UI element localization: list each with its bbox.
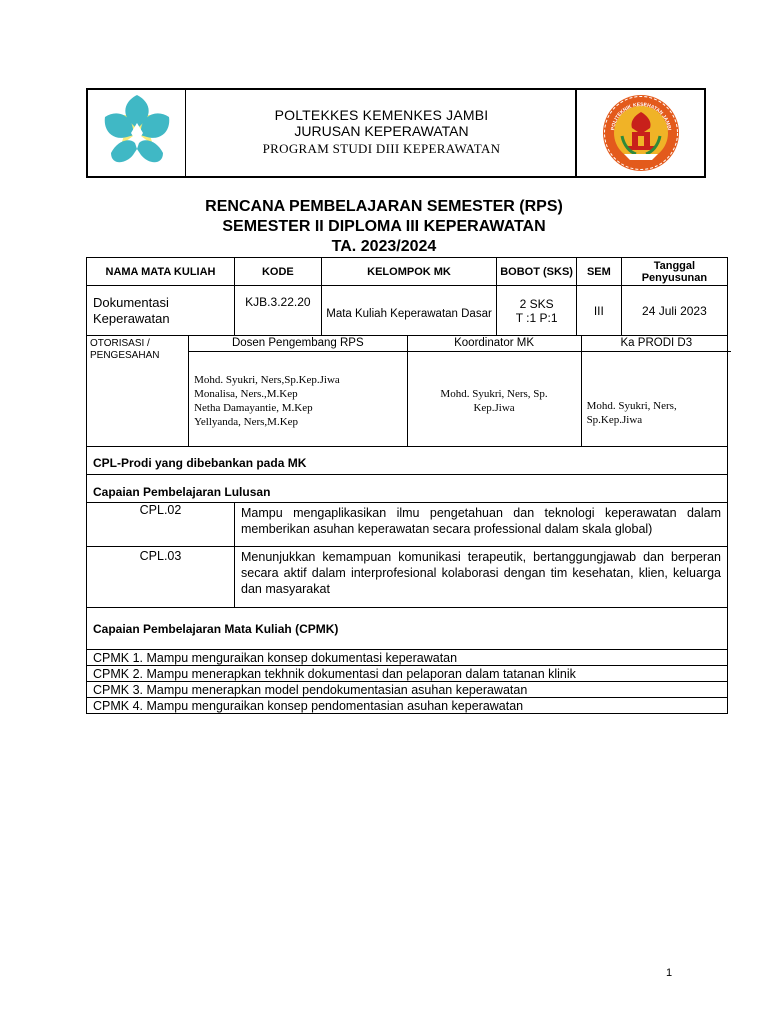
otorisasi-row <box>87 336 728 447</box>
program-name: PROGRAM STUDI DIII KEPERAWATAN <box>262 141 501 156</box>
dosen-name: Netha Damayantie, M.Kep <box>194 401 313 414</box>
dosen-name: Monalisa, Ners.,M.Kep <box>194 387 298 400</box>
koordinator-header: Koordinator MK <box>407 336 581 351</box>
kaprodi-name <box>581 351 731 446</box>
cpl-prodi-row <box>87 447 728 475</box>
header-nama: NAMA MATA KULIAH <box>87 258 235 286</box>
cpmk-item: CPMK 2. Mampu menerapkan tekhnik dokumentasi dan pelaporan dalam tatanan klinik <box>87 666 728 682</box>
cpmk-row <box>87 698 728 714</box>
cpl-code: CPL.02 <box>87 503 235 547</box>
course-weight <box>497 286 577 336</box>
cpmk-item: CPMK 4. Mampu menguraikan konsep pendomentasian asuhan keperawatan <box>87 698 728 714</box>
document-title: RENCANA PEMBELAJARAN SEMESTER (RPS) <box>205 198 563 215</box>
header-bobot: BOBOT (SKS) <box>497 258 577 286</box>
otorisasi-subtable <box>189 336 731 446</box>
kaprodi-header: Ka PRODI D3 <box>581 336 731 351</box>
poltekkes-jambi-emblem <box>577 90 704 176</box>
cpl-text: Menunjukkan kemampuan komunikasi terapeutik, bertanggungjawab dan berperan secara aktif dalam interprofesional kolaborasi dengan tim kesehatan, klien, keluarga dan masyarakat <box>235 547 728 608</box>
header-kode: KODE <box>235 258 322 286</box>
weight-split: T :1 P:1 <box>515 310 558 325</box>
letterhead <box>86 88 706 178</box>
course-code: KJB.3.22.20 <box>235 286 322 336</box>
cpmk-row <box>87 650 728 666</box>
koordinator-name-line1: Mohd. Syukri, Ners, Sp. <box>440 387 548 400</box>
kaprodi-name-line2: Sp.Kep.Jiwa <box>586 413 643 426</box>
institution-name: POLTEKKES KEMENKES JAMBI <box>274 107 489 123</box>
header-kelompok: KELOMPOK MK <box>321 258 497 286</box>
weight-sks: 2 SKS <box>519 296 554 311</box>
course-semester: III <box>576 286 621 336</box>
cpl-row <box>87 503 728 547</box>
department-name: JURUSAN KEPERAWATAN <box>294 123 469 139</box>
cpl-row <box>87 547 728 608</box>
dosen-names <box>189 351 407 446</box>
header-row <box>87 258 728 286</box>
dosen-header: Dosen Pengembang RPS <box>189 336 407 351</box>
koordinator-name <box>407 351 581 446</box>
cpl-code: CPL.03 <box>87 547 235 608</box>
course-group: Mata Kuliah Keperawatan Dasar <box>321 286 497 336</box>
course-date: 24 Juli 2023 <box>621 286 727 336</box>
koordinator-name-line2: Kep.Jiwa <box>473 401 515 414</box>
course-row <box>87 286 728 336</box>
cpmk-row <box>87 666 728 682</box>
otorisasi-label: OTORISASI / PENGESAHAN <box>87 336 189 447</box>
dosen-name: Mohd. Syukri, Ners,Sp.Kep.Jiwa <box>194 373 340 386</box>
academic-year: TA. 2023/2024 <box>331 238 437 255</box>
header-sem: SEM <box>576 258 621 286</box>
emblem-text: POLITEKNIK KESEHATAN JAMBI <box>609 101 672 131</box>
cpmk-row <box>87 682 728 698</box>
otorisasi-cells <box>189 336 728 447</box>
rps-table <box>86 257 728 714</box>
cpl-lulusan-label: Capaian Pembelajaran Lulusan <box>87 475 728 503</box>
cpmk-item: CPMK 3. Mampu menerapkan model pendokumentasian asuhan keperawatan <box>87 682 728 698</box>
page-number: 1 <box>666 967 673 979</box>
institution-header <box>188 90 577 176</box>
kemenkes-logo <box>88 90 186 176</box>
cpl-prodi-label: CPL-Prodi yang dibebankan pada MK <box>87 447 728 475</box>
cpmk-label: Capaian Pembelajaran Mata Kuliah (CPMK) <box>87 608 728 650</box>
cpl-lulusan-row <box>87 475 728 503</box>
dosen-name: Yellyanda, Ners,M.Kep <box>194 415 299 428</box>
header-tanggal: Tanggal Penyusunan <box>621 258 727 286</box>
course-name: Dokumentasi Keperawatan <box>87 286 235 336</box>
document-subtitle: SEMESTER II DIPLOMA III KEPERAWATAN <box>222 218 546 235</box>
cpl-text: Mampu mengaplikasikan ilmu pengetahuan dan teknologi keperawatan dalam memberikan asuhan keperawatan secara professional dalam skala global) <box>235 503 728 547</box>
kaprodi-name-line1: Mohd. Syukri, Ners, <box>586 399 677 412</box>
cpmk-label-row <box>87 608 728 650</box>
cpmk-item: CPMK 1. Mampu menguraikan konsep dokumentasi keperawatan <box>87 650 728 666</box>
